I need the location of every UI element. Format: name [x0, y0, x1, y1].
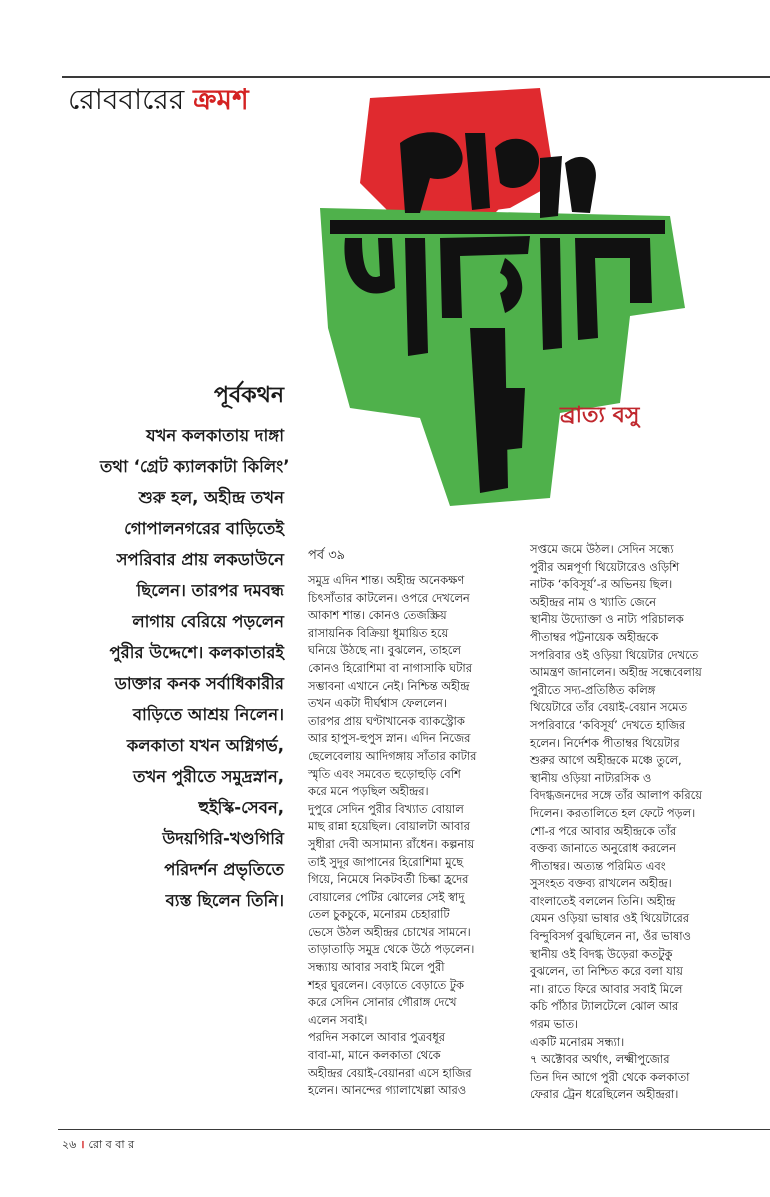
- prologue-body: [100, 420, 290, 916]
- body-line: স্থানীয় উদ্যোক্তা ও নাট্য পরিচালক: [530, 612, 684, 627]
- body-line: তখন একটা দীর্ঘশ্বাস ফেললেন।: [308, 696, 447, 711]
- body-line: পুরীতে সদ্য-প্রতিষ্ঠিত কলিঙ্গ: [530, 682, 656, 697]
- body-line: শুরুর আগে অহীন্দ্রকে মঞ্চে তুলে,: [530, 753, 682, 768]
- episode-label: পর্ব ৩৯: [308, 548, 346, 563]
- body-line: বুঝলেন, তা নিশ্চিত করে বলা যায়: [530, 964, 683, 979]
- body-line: সন্ধ্যায় আবার সবাই মিলে পুরী: [308, 960, 445, 975]
- body-line: ৭ অক্টোবর অর্থাৎ, লক্ষ্মীপুজোর: [530, 1052, 670, 1067]
- body-column-1: [308, 572, 528, 1100]
- prologue-line: কলকাতা যখন অগ্নিগর্ভ,: [126, 736, 284, 755]
- magazine-name: রো ব বা র: [88, 1138, 135, 1151]
- body-line: সুধীরা দেবী অসামান্য রাঁধেন। কল্পনায়: [308, 836, 475, 851]
- body-line: হলেন। আনন্দের গ্যালাখেল্লা আরও: [308, 1083, 467, 1098]
- body-line: বক্তব্য জানাতে অনুরোধ করলেন: [530, 841, 676, 856]
- prologue-line: ব্যস্ত ছিলেন তিনি।: [165, 891, 284, 910]
- body-line: তাই সুদূর জাপানের হিরোশিমা মুছে: [308, 854, 464, 869]
- body-line: একটি মনোরম সন্ধ্যা।: [530, 1034, 625, 1049]
- section-title-accent: ক্রমশ: [193, 83, 249, 116]
- prologue-line: গোপালনগরের বাড়িতেই: [124, 519, 284, 538]
- header-rule: [62, 76, 770, 78]
- body-line: বিন্দুবিসর্গ বুঝছিলেন না, ওঁর ভাষাও: [530, 929, 691, 944]
- title-collage: [300, 88, 770, 518]
- body-line: বিদগ্ধজনদের সঙ্গে তাঁর আলাপ করিয়ে: [530, 788, 702, 803]
- body-line: করে সেদিন সোনার গৌরাঙ্গ দেখে: [308, 995, 457, 1010]
- prologue-line: লাগায় বেরিয়ে পড়লেন: [132, 612, 284, 631]
- author-name: ব্রাত্য বসু: [560, 403, 640, 428]
- prologue-line: তথা ‘গ্রেট ক্যালকাটা কিলিং’: [100, 457, 290, 476]
- body-line: নাটক ‘কবিসূর্য’-র অভিনয় ছিল।: [530, 577, 673, 592]
- body-line: তেল চুকচুকে, মনোরম চেহারাটি: [308, 907, 450, 922]
- body-line: সমুদ্র এদিন শান্ত। অহীন্দ্র অনেকক্ষণ: [308, 573, 465, 587]
- body-line: দিলেন। করতালিতে হল ফেটে পড়ল।: [530, 805, 696, 820]
- body-line: গিয়ে, নিমেষে নিকটবর্তী চিল্কা হ্রদের: [308, 872, 469, 887]
- body-line: রাসায়নিক বিক্রিয়া ধূমায়িত হয়ে: [308, 625, 449, 640]
- body-line: কচি পাঁঠার ট্যালটেলে ঝোল আর: [530, 999, 679, 1014]
- prologue-line: ডাক্তার কনক সর্বাধিকারীর: [114, 674, 284, 693]
- body-line: করে মনে পড়ছিল অহীন্দ্রর।: [308, 784, 429, 799]
- body-line: চিৎসাঁতার কাটলেন। ওপরে দেখলেন: [308, 590, 470, 605]
- body-line: বোয়ালের পেটির ঝোলের সেই স্বাদু: [308, 889, 465, 904]
- prologue-line: বাড়িতে আশ্রয় নিলেন।: [132, 705, 284, 724]
- body-line: ছেলেবেলায় আদিগঙ্গায় সাঁতার কাটার: [308, 748, 477, 763]
- body-line: তিন দিন আগে পুরী থেকে কলকাতা: [530, 1069, 690, 1084]
- prologue-line: উদয়গিরি-খণ্ডগিরি: [162, 829, 284, 848]
- prologue-line: ছিলেন। তারপর দমবন্ধ: [136, 581, 284, 600]
- body-line: বাংলাতেই বললেন তিনি। অহীন্দ্র: [530, 893, 676, 908]
- body-line: পীতাম্বর পট্টনায়েক অহীন্দ্রকে: [530, 629, 659, 644]
- body-line: স্মৃতি এবং সমবেত হুড়োহুড়ি বেশি: [308, 766, 461, 781]
- body-line: সপ্তমে জমে উঠল। সেদিন সন্ধ্যে: [530, 542, 674, 556]
- body-line: পুরীর অন্নপূর্ণা থিয়েটারেও ওড়িশি: [530, 559, 680, 574]
- body-line: বাবা-মা, মানে কলকাতা থেকে: [308, 1048, 441, 1063]
- body-column-2: [530, 541, 750, 1104]
- body-line: আকাশ শান্ত। কোনও তেজস্ক্রিয়: [308, 608, 447, 623]
- body-line: থিয়েটারে তাঁর বেয়াই-বেয়ান সমেত: [530, 700, 688, 715]
- body-line: স্থানীয় ওই বিদগ্ধ উড়েরা কতটুকু: [530, 946, 673, 961]
- body-line: গরম ভাত।: [530, 1017, 579, 1032]
- prologue-heading: পূর্বকথন: [214, 383, 284, 408]
- body-line: না। রাতে ফিরে আবার সবাই মিলে: [530, 981, 683, 996]
- prologue-line: যখন কলকাতায় দাঙ্গা: [146, 426, 284, 445]
- body-line: অহীন্দ্রর বেয়াই-বেয়ানরা এসে হাজির: [308, 1065, 472, 1080]
- prologue-line: তখন পুরীতে সমুদ্রস্নান,: [133, 767, 284, 786]
- body-line: আমন্ত্রণ জানালেন। অহীন্দ্র সন্ধেবেলায়: [530, 665, 702, 680]
- body-line: তাড়াতাড়ি সমুদ্র থেকে উঠে পড়লেন।: [308, 942, 475, 957]
- body-line: কোনও হিরোশিমা বা নাগাসাকি ঘটার: [308, 660, 472, 675]
- folio-separator: ।: [80, 1138, 85, 1151]
- body-line: সম্ভাবনা এখানে নেই। নিশ্চিন্ত অহীন্দ্র: [308, 678, 470, 693]
- section-title-prefix: রোববারের: [68, 83, 185, 116]
- prologue-line: শুরু হল, অহীন্দ্র তখন: [138, 488, 284, 507]
- footer-rule: [58, 1129, 770, 1130]
- body-line: এলেন সবাই।: [308, 1012, 368, 1027]
- prologue-line: সপরিবার প্রায় লকডাউনে: [116, 550, 284, 569]
- body-line: শো-র পরে আবার অহীন্দ্রকে তাঁর: [530, 823, 677, 838]
- prologue-line: পুরীর উদ্দেশে। কলকাতারই: [109, 643, 284, 662]
- body-line: পরদিন সকালে আবার পুত্রবধূর: [308, 1030, 446, 1045]
- body-line: ভেসে উঠল অহীন্দ্রর চোখের সামনে।: [308, 924, 471, 939]
- body-line: ফেরার ট্রেন ধরেছিলেন অহীন্দ্ররা।: [530, 1087, 679, 1102]
- page-number: ২৬: [62, 1138, 77, 1151]
- folio: [62, 1136, 134, 1155]
- prologue-line: হুইস্কি-সেবন,: [198, 798, 284, 817]
- prologue-line: পরিদর্শন প্রভৃতিতে: [164, 860, 284, 879]
- body-line: শহর ঘুরলেন। বেড়াতে বেড়াতে টুক: [308, 977, 464, 992]
- body-line: আর হাপুস-হুপুস স্নান। এদিন নিজের: [308, 731, 471, 746]
- section-title: [68, 84, 249, 116]
- body-line: পীতাম্বর। অত্যন্ত পরিমিত এবং: [530, 858, 666, 873]
- body-line: সপরিবারে ‘কবিসূর্য’ দেখতে হাজির: [530, 717, 686, 732]
- body-line: হলেন। নির্দেশক পীতাম্বর থিয়েটার: [530, 735, 680, 750]
- body-line: দুপুরে সেদিন পুরীর বিখ্যাত বোয়াল: [308, 801, 464, 816]
- body-line: স্থানীয় ওড়িয়া নাট্যরসিক ও: [530, 770, 652, 785]
- body-line: মাছ রান্না হয়েছিল। বোয়ালটা আবার: [308, 819, 470, 834]
- body-line: সপরিবার ওই ওড়িয়া থিয়েটার দেখতে: [530, 647, 699, 662]
- body-line: ঘনিয়ে উঠছে না। বুঝলেন, তাহলে: [308, 643, 461, 658]
- body-line: অহীন্দ্রর নাম ও খ্যাতি জেনে: [530, 594, 656, 609]
- body-line: তারপর প্রায় ঘণ্টাখানেক ব্যাকস্ট্রোক: [308, 713, 465, 728]
- title-artwork: [300, 88, 770, 518]
- body-line: যেমন ওড়িয়া ভাষার ওই থিয়েটারের: [530, 911, 690, 926]
- body-line: সুসংহত বক্তব্য রাখলেন অহীন্দ্র।: [530, 876, 672, 891]
